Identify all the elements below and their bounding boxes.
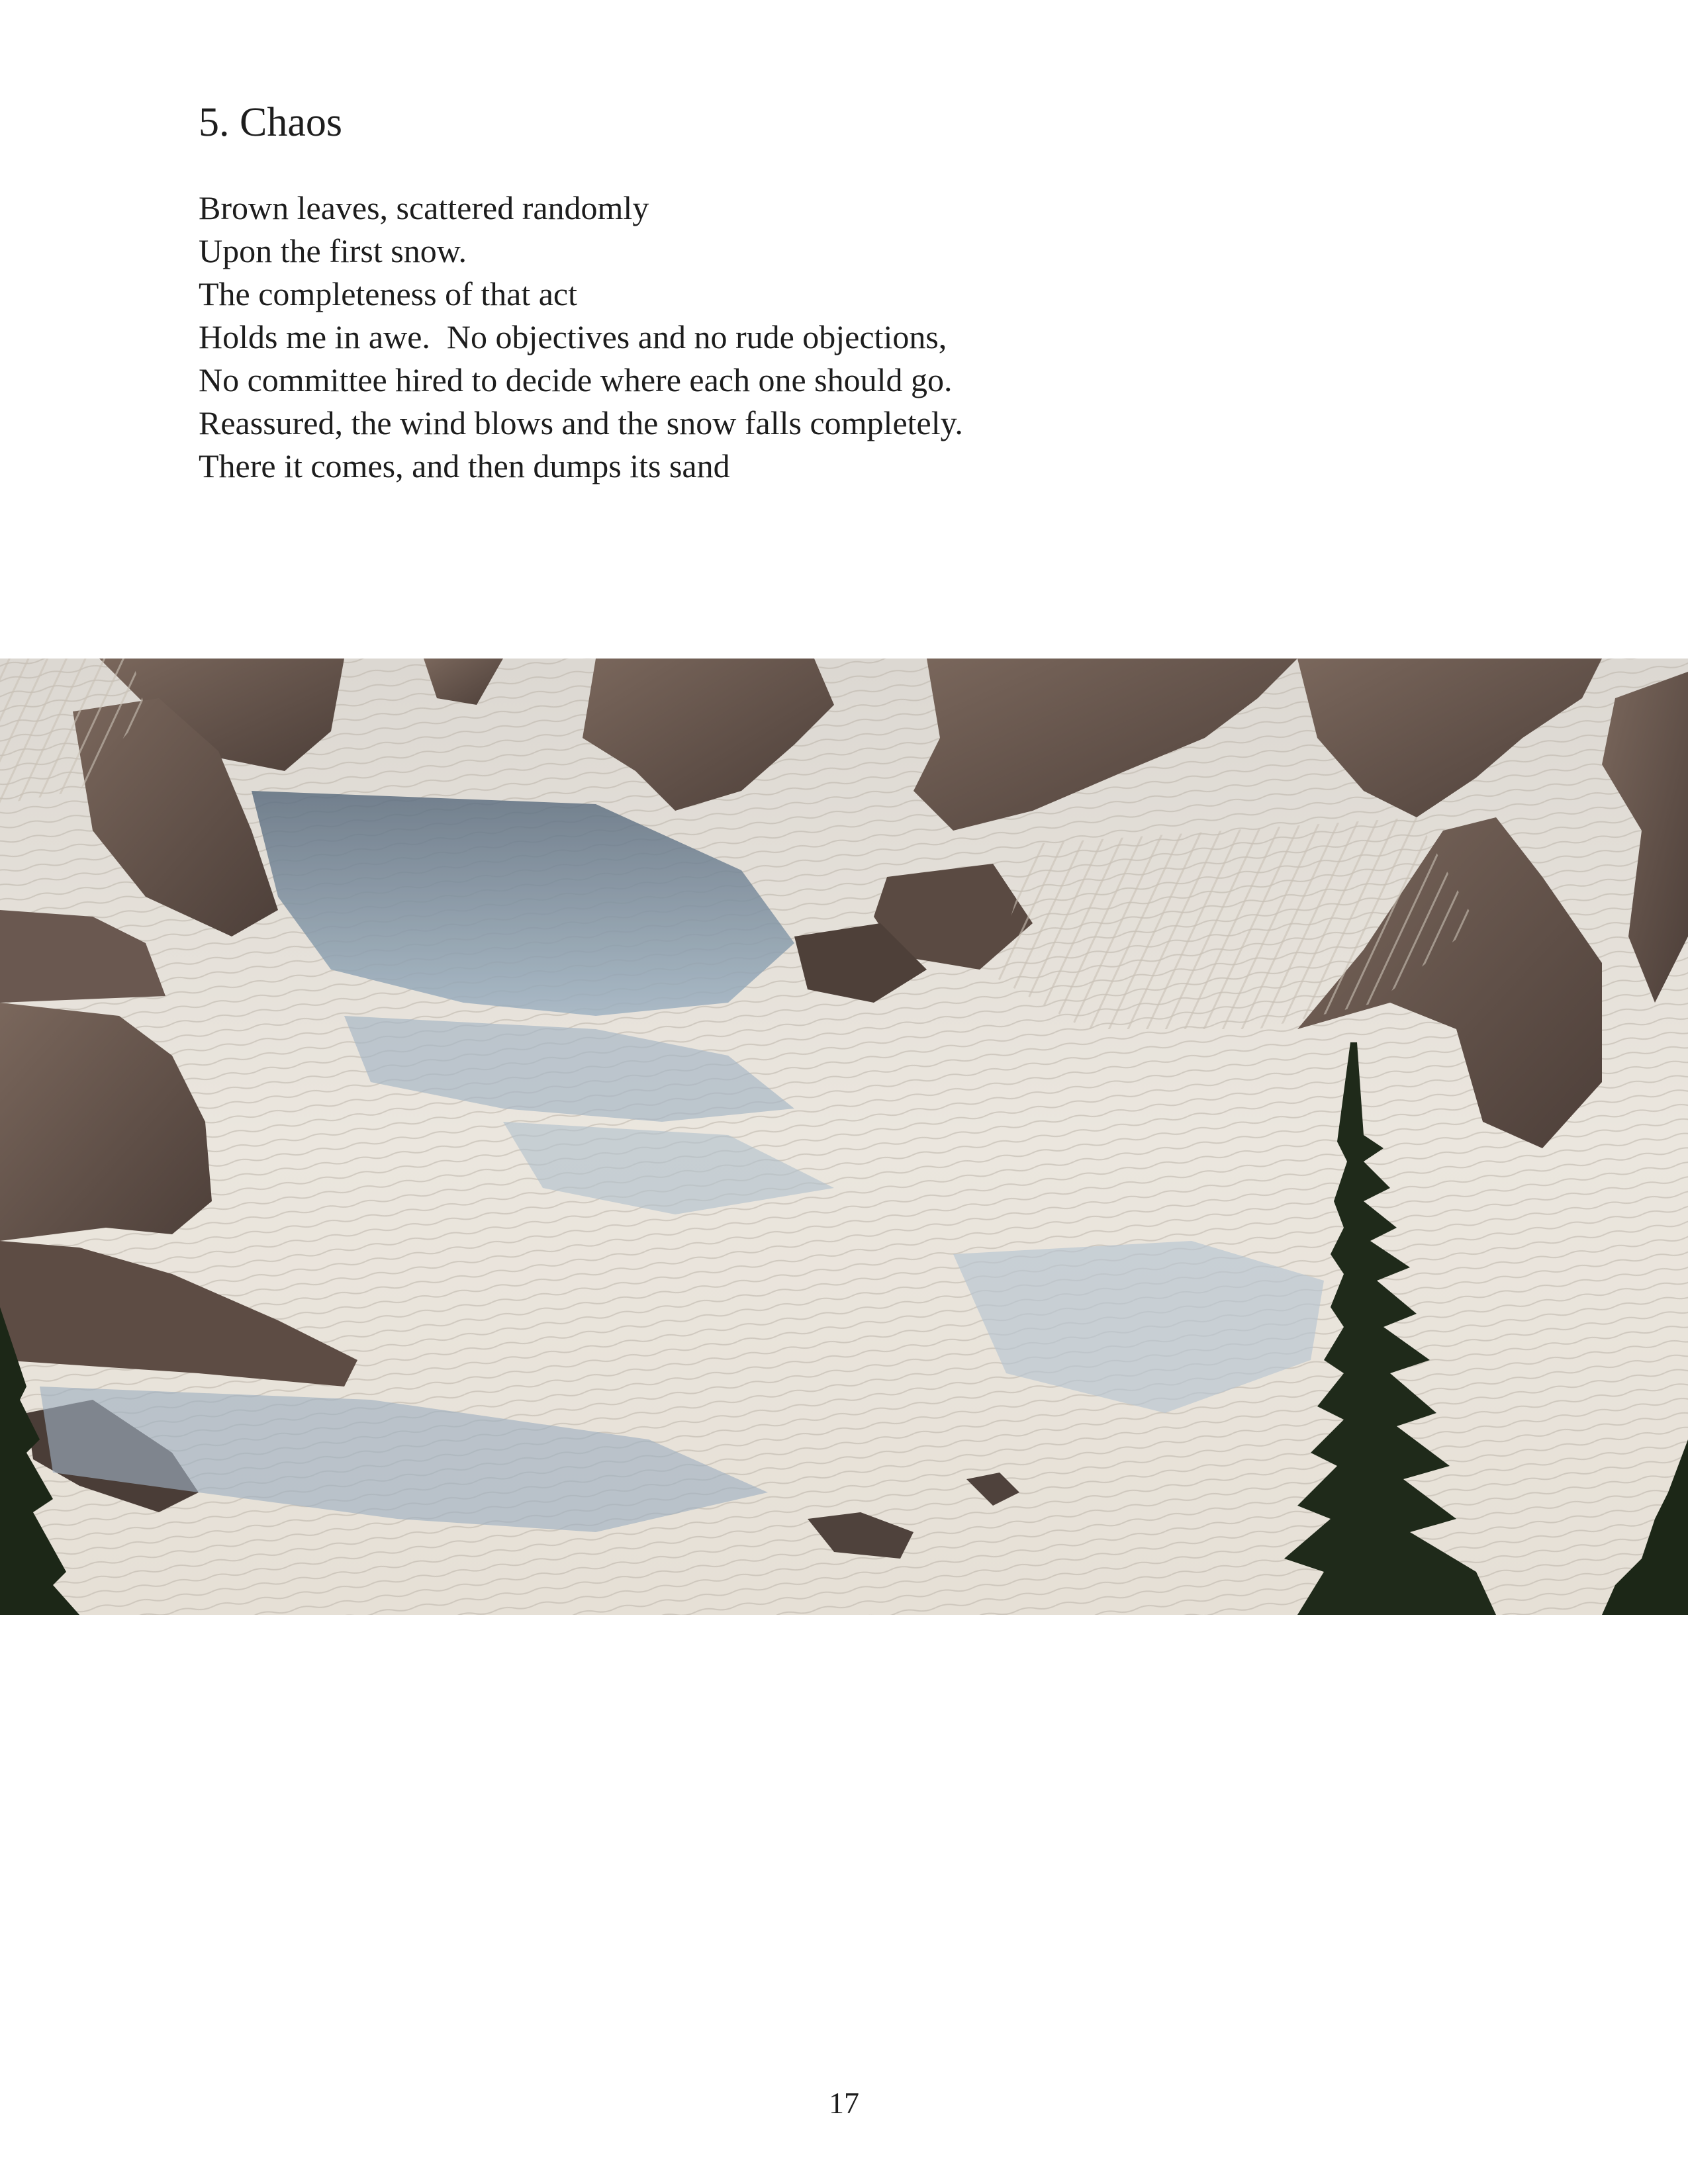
page-number: 17	[829, 2086, 859, 2120]
poem-line: The completeness of that act	[199, 275, 577, 312]
poem-line: There it comes, and then dumps its sand	[199, 447, 730, 484]
poem-body	[199, 187, 963, 488]
poem-title: 5. Chaos	[199, 100, 342, 145]
poem-line: Reassured, the wind blows and the snow falls completely.	[199, 404, 963, 441]
poem-line: No committee hired to decide where each one should go.	[199, 361, 953, 398]
glacier-illustration	[0, 659, 1688, 1615]
poem-line: Upon the first snow.	[199, 232, 467, 269]
poem-line: Brown leaves, scattered randomly	[199, 189, 649, 226]
poem-line: Holds me in awe. No objectives and no rude objections,	[199, 318, 947, 355]
glacier-photo	[0, 659, 1688, 1615]
